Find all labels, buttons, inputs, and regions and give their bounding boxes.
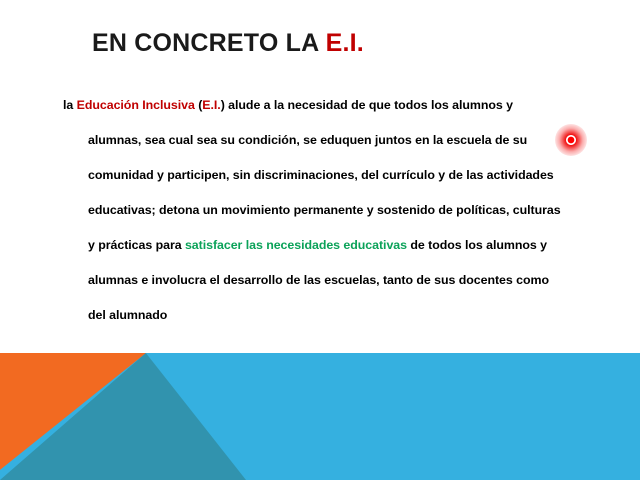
text-segment: ( bbox=[194, 98, 203, 112]
text-segment-highlight: E.I. bbox=[202, 98, 221, 112]
page-title-main: EN CONCRETO LA bbox=[92, 29, 326, 57]
body-line bbox=[63, 123, 588, 158]
text-segment: alumnas, sea cual sea su condición, se eduquen juntos en la escuela de su bbox=[88, 133, 528, 147]
text-segment-highlight: Educación Inclusiva bbox=[76, 98, 195, 112]
text-segment: alumnas e involucra el desarrollo de las escuelas, tanto de sus docentes como bbox=[88, 273, 549, 287]
body-line bbox=[63, 228, 588, 263]
laser-pointer-dot-icon bbox=[555, 124, 587, 156]
text-segment: comunidad y participen, sin discriminaciones, del currículo y de las actividades bbox=[88, 168, 554, 182]
text-segment: y prácticas para bbox=[88, 238, 185, 252]
page-title-accent: E.I. bbox=[325, 29, 364, 57]
text-segment: la bbox=[63, 98, 77, 112]
body-line bbox=[63, 88, 588, 123]
body-line bbox=[63, 193, 588, 228]
text-segment-highlight: satisfacer las necesidades educativas bbox=[184, 238, 407, 252]
body-line bbox=[63, 158, 588, 193]
body-line bbox=[63, 298, 588, 333]
footer-decoration-band bbox=[0, 353, 640, 480]
text-segment: del alumnado bbox=[88, 308, 168, 322]
text-segment: de todos los alumnos y bbox=[406, 238, 547, 252]
body-line bbox=[63, 263, 588, 298]
text-segment: ) alude a la necesidad de que todos los alumnos y bbox=[220, 98, 513, 112]
body-paragraph bbox=[63, 88, 588, 333]
page-title bbox=[92, 28, 592, 58]
text-segment: educativas; detona un movimiento permanente y sostenido de políticas, culturas bbox=[88, 203, 561, 217]
